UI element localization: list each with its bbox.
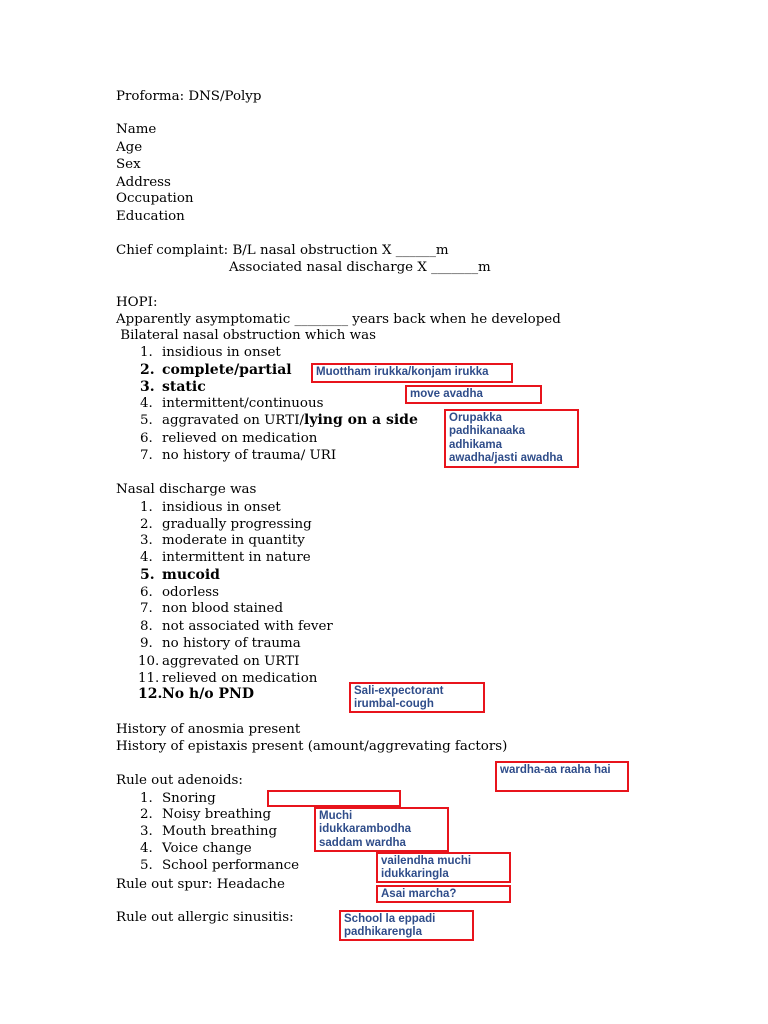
list-item-number: 11. [138, 671, 160, 686]
list-item-text: insidious in onset [162, 345, 281, 360]
list-item-number: 12. [138, 686, 163, 702]
list-item-text: relieved on medication [162, 671, 318, 686]
annotation-box [311, 363, 513, 383]
list-item-number: 7. [140, 448, 153, 463]
annotation-line: Muchi [319, 810, 353, 822]
list-item-text: No h/o PND [162, 686, 254, 702]
chief-complaint-line2: Associated nasal discharge X _______m [229, 260, 491, 275]
list-item-number: 5. [140, 567, 155, 583]
annotation-line: School la eppadi [344, 913, 436, 925]
annotation-box [376, 885, 511, 903]
annotation-box [405, 385, 542, 404]
list-item-text: insidious in onset [162, 500, 281, 515]
list-item-number: 4. [140, 396, 153, 411]
list-item-text: not associated with fever [162, 619, 333, 634]
list-item-number: 4. [140, 550, 153, 565]
hopi-line1: Apparently asymptomatic ________ years back when he developed [116, 312, 561, 327]
annotation-line: irumbal-cough [354, 698, 434, 711]
field-occupation: Occupation [116, 191, 194, 206]
list-item-number: 7. [140, 601, 153, 616]
list-item-number: 5. [140, 413, 153, 428]
list-item-text: intermittent in nature [162, 550, 311, 565]
list-item-text-bold: lying on a side [304, 412, 418, 428]
annotation-box [376, 852, 511, 883]
list-item-number: 6. [140, 585, 153, 600]
list-item-text: Snoring [162, 791, 216, 806]
field-sex: Sex [116, 157, 141, 172]
annotation-box-empty [267, 790, 401, 807]
annotation-line: padhikanaaka [449, 425, 526, 438]
rule-out-spur: Rule out spur: Headache [116, 877, 285, 892]
list-item-text [162, 412, 418, 429]
annotation-line: move avadha [410, 388, 483, 400]
list-item-number: 2. [140, 807, 153, 822]
hopi-heading: HOPI: [116, 295, 158, 310]
list-item-text: moderate in quantity [162, 533, 305, 548]
annotation-line: vailendha muchi [381, 855, 472, 867]
list-item-text: complete/partial [162, 362, 292, 378]
annotation-line: Sali-expectorant [354, 685, 444, 697]
annotation-line: saddam wardha [319, 836, 406, 849]
field-education: Education [116, 209, 185, 224]
list-item-text: static [162, 379, 206, 395]
annotation-line: Orupakka [449, 412, 503, 424]
annotation-box [349, 682, 485, 713]
list-item-text: no history of trauma [162, 636, 301, 651]
list-item-number: 3. [140, 379, 155, 395]
list-item-number: 3. [140, 824, 153, 839]
list-item-text: mucoid [162, 567, 220, 583]
history-anosmia: History of anosmia present [116, 722, 301, 737]
list-item-number: 8. [140, 619, 153, 634]
list-item-text: gradually progressing [162, 517, 312, 532]
annotation-box [495, 761, 629, 792]
list-item-number: 6. [140, 431, 153, 446]
field-address: Address [116, 175, 171, 190]
list-item-text: Noisy breathing [162, 807, 272, 822]
list-item-text: School performance [162, 858, 300, 873]
annotation-box [444, 409, 579, 468]
annotation-box [314, 807, 449, 852]
annotation-line: idukkaringla [381, 868, 449, 881]
rule-out-allergic-sinusitis: Rule out allergic sinusitis: [116, 910, 294, 925]
annotation-line: awadha/jasti awadha [449, 452, 563, 465]
list-item-text: relieved on medication [162, 431, 318, 446]
annotation-line: wardha-aa raaha hai [500, 764, 611, 776]
list-item-number: 1. [140, 345, 153, 360]
list-item-text: no history of trauma/ URI [162, 448, 337, 463]
page-title: Proforma: DNS/Polyp [116, 89, 262, 104]
field-age: Age [116, 140, 143, 155]
annotation-line: Asai marcha? [381, 888, 457, 900]
list-item-number: 2. [140, 517, 153, 532]
list-item-text: aggrevated on URTI [162, 654, 300, 669]
list-item-text: Mouth breathing [162, 824, 278, 839]
annotation-line: adhikama [449, 438, 503, 451]
list-item-number: 1. [140, 791, 153, 806]
list-item-number: 2. [140, 362, 155, 378]
list-item-number: 3. [140, 533, 153, 548]
adenoids-heading: Rule out adenoids: [116, 773, 243, 788]
annotation-box [339, 910, 474, 941]
history-epistaxis: History of epistaxis present (amount/aggrevating factors) [116, 739, 508, 754]
list-item-text: non blood stained [162, 601, 284, 616]
discharge-heading: Nasal discharge was [116, 482, 257, 497]
list-item-number: 4. [140, 841, 153, 856]
list-item-text: intermittent/continuous [162, 396, 324, 411]
list-item-number: 1. [140, 500, 153, 515]
annotation-line: idukkarambodha [319, 823, 412, 836]
field-name: Name [116, 122, 157, 137]
list-item-number: 5. [140, 858, 153, 873]
list-item-text: odorless [162, 585, 220, 600]
list-item-number: 9. [140, 636, 153, 651]
hopi-line2: Bilateral nasal obstruction which was [116, 328, 376, 343]
annotation-line: padhikarengla [344, 926, 422, 939]
chief-complaint-line1: Chief complaint: B/L nasal obstruction X ______m [116, 243, 449, 258]
list-item-text: Voice change [162, 841, 252, 856]
list-item-number: 10. [138, 654, 160, 669]
annotation-line: Muottham irukka/konjam irukka [316, 366, 489, 378]
list-item-text-plain: aggravated on URTI/ [162, 413, 305, 428]
